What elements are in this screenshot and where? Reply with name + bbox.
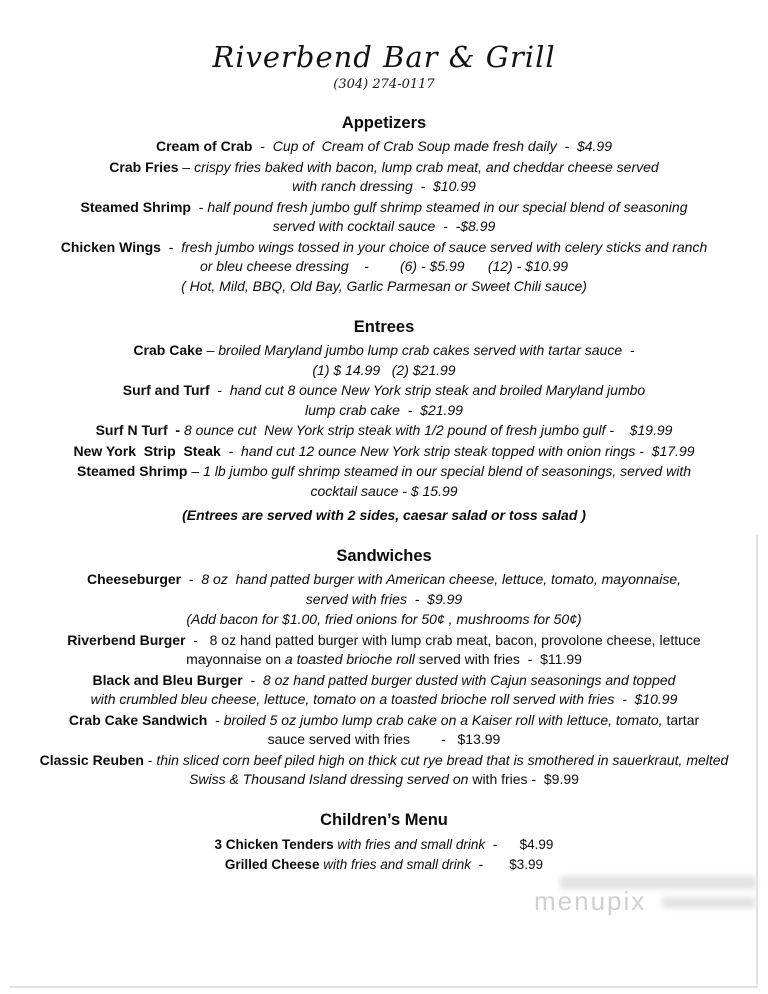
scan-edge-bottom <box>10 986 758 988</box>
item-name: Crab Fries <box>109 158 179 175</box>
item-text: a toasted brioche roll <box>284 651 415 668</box>
menu-section-appetizers <box>12 113 756 297</box>
item-text: served with fries - $9.99 <box>305 590 463 607</box>
item-text: (Add bacon for $1.00, fried onions for 50¢ , mushrooms for 50¢) <box>186 611 582 628</box>
item-text: or bleu cheese dressing - (6) - $5.99 (12) - $10.99 <box>199 258 569 275</box>
item-name: Cheeseburger <box>86 571 182 588</box>
item-text: broiled 5 oz jumbo lump crab cake on a Kaiser roll with lettuce, tomato, <box>223 711 663 728</box>
item-text: Cup of Cream of Crab Soup made fresh daily - $4.99 <box>272 138 612 155</box>
menu-line <box>12 462 756 482</box>
item-text: ( Hot, Mild, BBQ, Old Bay, Garlic Parmesan or Sweet Chili sauce) <box>181 277 587 294</box>
item-text: hand cut 8 ounce New York strip steak and broiled Maryland jumbo <box>229 382 646 399</box>
menu-line <box>12 690 756 710</box>
item-name: Black and Bleu Burger <box>92 671 243 688</box>
item-text: - <box>252 138 273 155</box>
item-text: – <box>202 342 219 359</box>
menu-item <box>12 570 756 610</box>
menu-item <box>12 630 756 670</box>
item-text: - <box>143 751 157 768</box>
menu-line <box>12 137 756 157</box>
item-name: Chicken Wings <box>60 238 161 255</box>
menu-line <box>12 610 756 630</box>
item-text: with fries and small drink - <box>337 836 498 852</box>
item-text: lump crab cake - $21.99 <box>305 401 463 418</box>
item-text: – <box>187 463 204 480</box>
item-text: – <box>178 158 195 175</box>
item-name: Grilled Cheese <box>224 856 320 872</box>
menu-item <box>12 462 756 502</box>
menu-line <box>12 482 756 502</box>
menu-note <box>12 502 756 526</box>
item-text: $3.99 <box>483 856 544 872</box>
item-text: crispy fries baked with bacon, lump crab meat, and cheddar cheese served <box>194 158 659 175</box>
section-title: Appetizers <box>341 113 427 132</box>
menu-note <box>12 610 756 631</box>
menu-line <box>12 570 756 590</box>
menu-line <box>12 381 756 401</box>
menu-item <box>12 854 756 874</box>
item-text: - <box>207 711 224 728</box>
section-title: Sandwiches <box>336 546 432 565</box>
menu-line <box>12 711 756 731</box>
item-text: 1 lb jumbo gulf shrimp steamed in our special blend of seasonings, served with <box>203 463 691 480</box>
menu-item <box>12 710 756 750</box>
menu-section-sandwiches <box>12 546 756 791</box>
menu-line <box>12 238 756 258</box>
menu-line <box>12 506 756 526</box>
menu-line <box>12 730 756 750</box>
item-name: Riverbend Burger <box>67 631 186 648</box>
item-name: Steamed Shrimp <box>77 463 188 480</box>
item-text: - <box>209 382 230 399</box>
menu-sections <box>12 113 756 875</box>
menu-line <box>12 158 756 178</box>
menu-item <box>12 197 756 237</box>
item-text: - <box>242 671 263 688</box>
item-text: cocktail sauce - $ 15.99 <box>310 482 458 499</box>
menu-line <box>12 671 756 691</box>
item-text: - <box>160 238 182 255</box>
item-name: Surf N Turf - <box>95 422 181 439</box>
item-name: Cream of Crab <box>156 138 253 155</box>
item-text: served with fries - $11.99 <box>414 651 582 668</box>
section-title: Children’s Menu <box>320 811 448 830</box>
item-text: with crumbled bleu cheese, lettuce, tomato on a toasted brioche roll served with fries - $10.99 <box>90 691 678 708</box>
item-text: - <box>220 442 242 459</box>
item-text: sauce served with fries - $13.99 <box>267 731 501 748</box>
menu-line <box>12 177 756 197</box>
item-text: broiled Maryland jumbo lump crab cakes served with tartar sauce - <box>218 342 635 359</box>
menu-line <box>12 341 756 361</box>
item-text: with fries and small drink - <box>323 856 484 872</box>
menu-line <box>12 631 756 651</box>
menu-item <box>12 750 756 790</box>
item-name: New York Strip Steak <box>73 442 221 459</box>
item-text: with fries - $9.99 <box>468 771 579 788</box>
menu-item <box>12 421 756 442</box>
menu-section-entrees <box>12 317 756 526</box>
item-text: served with cocktail sauce - -$8.99 <box>272 218 496 235</box>
item-text: fresh jumbo wings tossed in your choice of sauce served with celery sticks and ranch <box>181 238 708 255</box>
menu-line <box>12 421 756 441</box>
menu-line <box>12 442 756 462</box>
scan-edge-right <box>756 535 758 985</box>
menu-item <box>12 834 756 854</box>
menu-line <box>12 650 756 670</box>
phone-number: (304) 274-0117 <box>333 76 435 92</box>
menu-line <box>12 257 756 277</box>
item-name: 3 Chicken Tenders <box>214 836 334 852</box>
menu-line <box>12 590 756 610</box>
item-text: (1) $ 14.99 (2) $21.99 <box>312 361 456 378</box>
item-text: mayonnaise on <box>186 651 285 668</box>
menu-item <box>12 670 756 710</box>
item-text: - 8 oz hand patted burger with lump crab meat, bacon, provolone cheese, lettuce <box>185 631 701 648</box>
item-text: 8 oz hand patted burger dusted with Cajun seasonings and topped <box>262 671 676 688</box>
item-text: - <box>181 571 202 588</box>
menu-item <box>12 441 756 462</box>
item-name: Crab Cake Sandwich <box>68 711 208 728</box>
item-text: thin sliced corn beef piled high on thick cut rye bread that is smothered in sauerkraut, melted <box>156 751 729 768</box>
item-text: tartar <box>662 711 700 728</box>
item-text: half pound fresh jumbo gulf shrimp steamed in our special blend of seasoning <box>207 198 688 215</box>
menu-item <box>12 341 756 381</box>
menu-line <box>12 277 756 297</box>
item-name: Crab Cake <box>133 342 203 359</box>
menu-line <box>12 835 756 854</box>
item-name: Surf and Turf <box>122 382 210 399</box>
menu-line <box>12 217 756 237</box>
menu-item <box>12 137 756 158</box>
item-text: (Entrees are served with 2 sides, caesar salad or toss salad ) <box>182 506 586 523</box>
menu-section-children-s-menu <box>12 810 756 874</box>
item-text: Swiss & Thousand Island dressing served on <box>189 771 469 788</box>
item-text: with ranch dressing - $10.99 <box>292 178 476 195</box>
item-name: Steamed Shrimp <box>80 198 191 215</box>
restaurant-name: Riverbend Bar & Grill <box>212 40 556 74</box>
scan-smudge <box>662 897 756 908</box>
menu-item <box>12 237 756 297</box>
menu-line <box>12 401 756 421</box>
menu-item <box>12 157 756 197</box>
section-title: Entrees <box>353 317 415 336</box>
menu-item <box>12 381 756 421</box>
menu-line <box>12 361 756 381</box>
menu-line <box>12 198 756 218</box>
menu-line <box>12 751 756 771</box>
item-text: hand cut 12 ounce New York strip steak topped with onion rings - $17.99 <box>241 442 695 459</box>
menu-line <box>12 855 756 874</box>
item-name: Classic Reuben <box>39 751 144 768</box>
item-text: - <box>190 198 208 215</box>
item-text: 8 ounce cut New York strip steak with 1/2 pound of fresh jumbo gulf - $19.99 <box>183 422 673 439</box>
menu-line <box>12 770 756 790</box>
menupix-watermark: menupix <box>534 886 647 916</box>
item-text: 8 oz hand patted burger with American cheese, lettuce, tomato, mayonnaise, <box>201 571 682 588</box>
item-text: $4.99 <box>497 836 554 852</box>
